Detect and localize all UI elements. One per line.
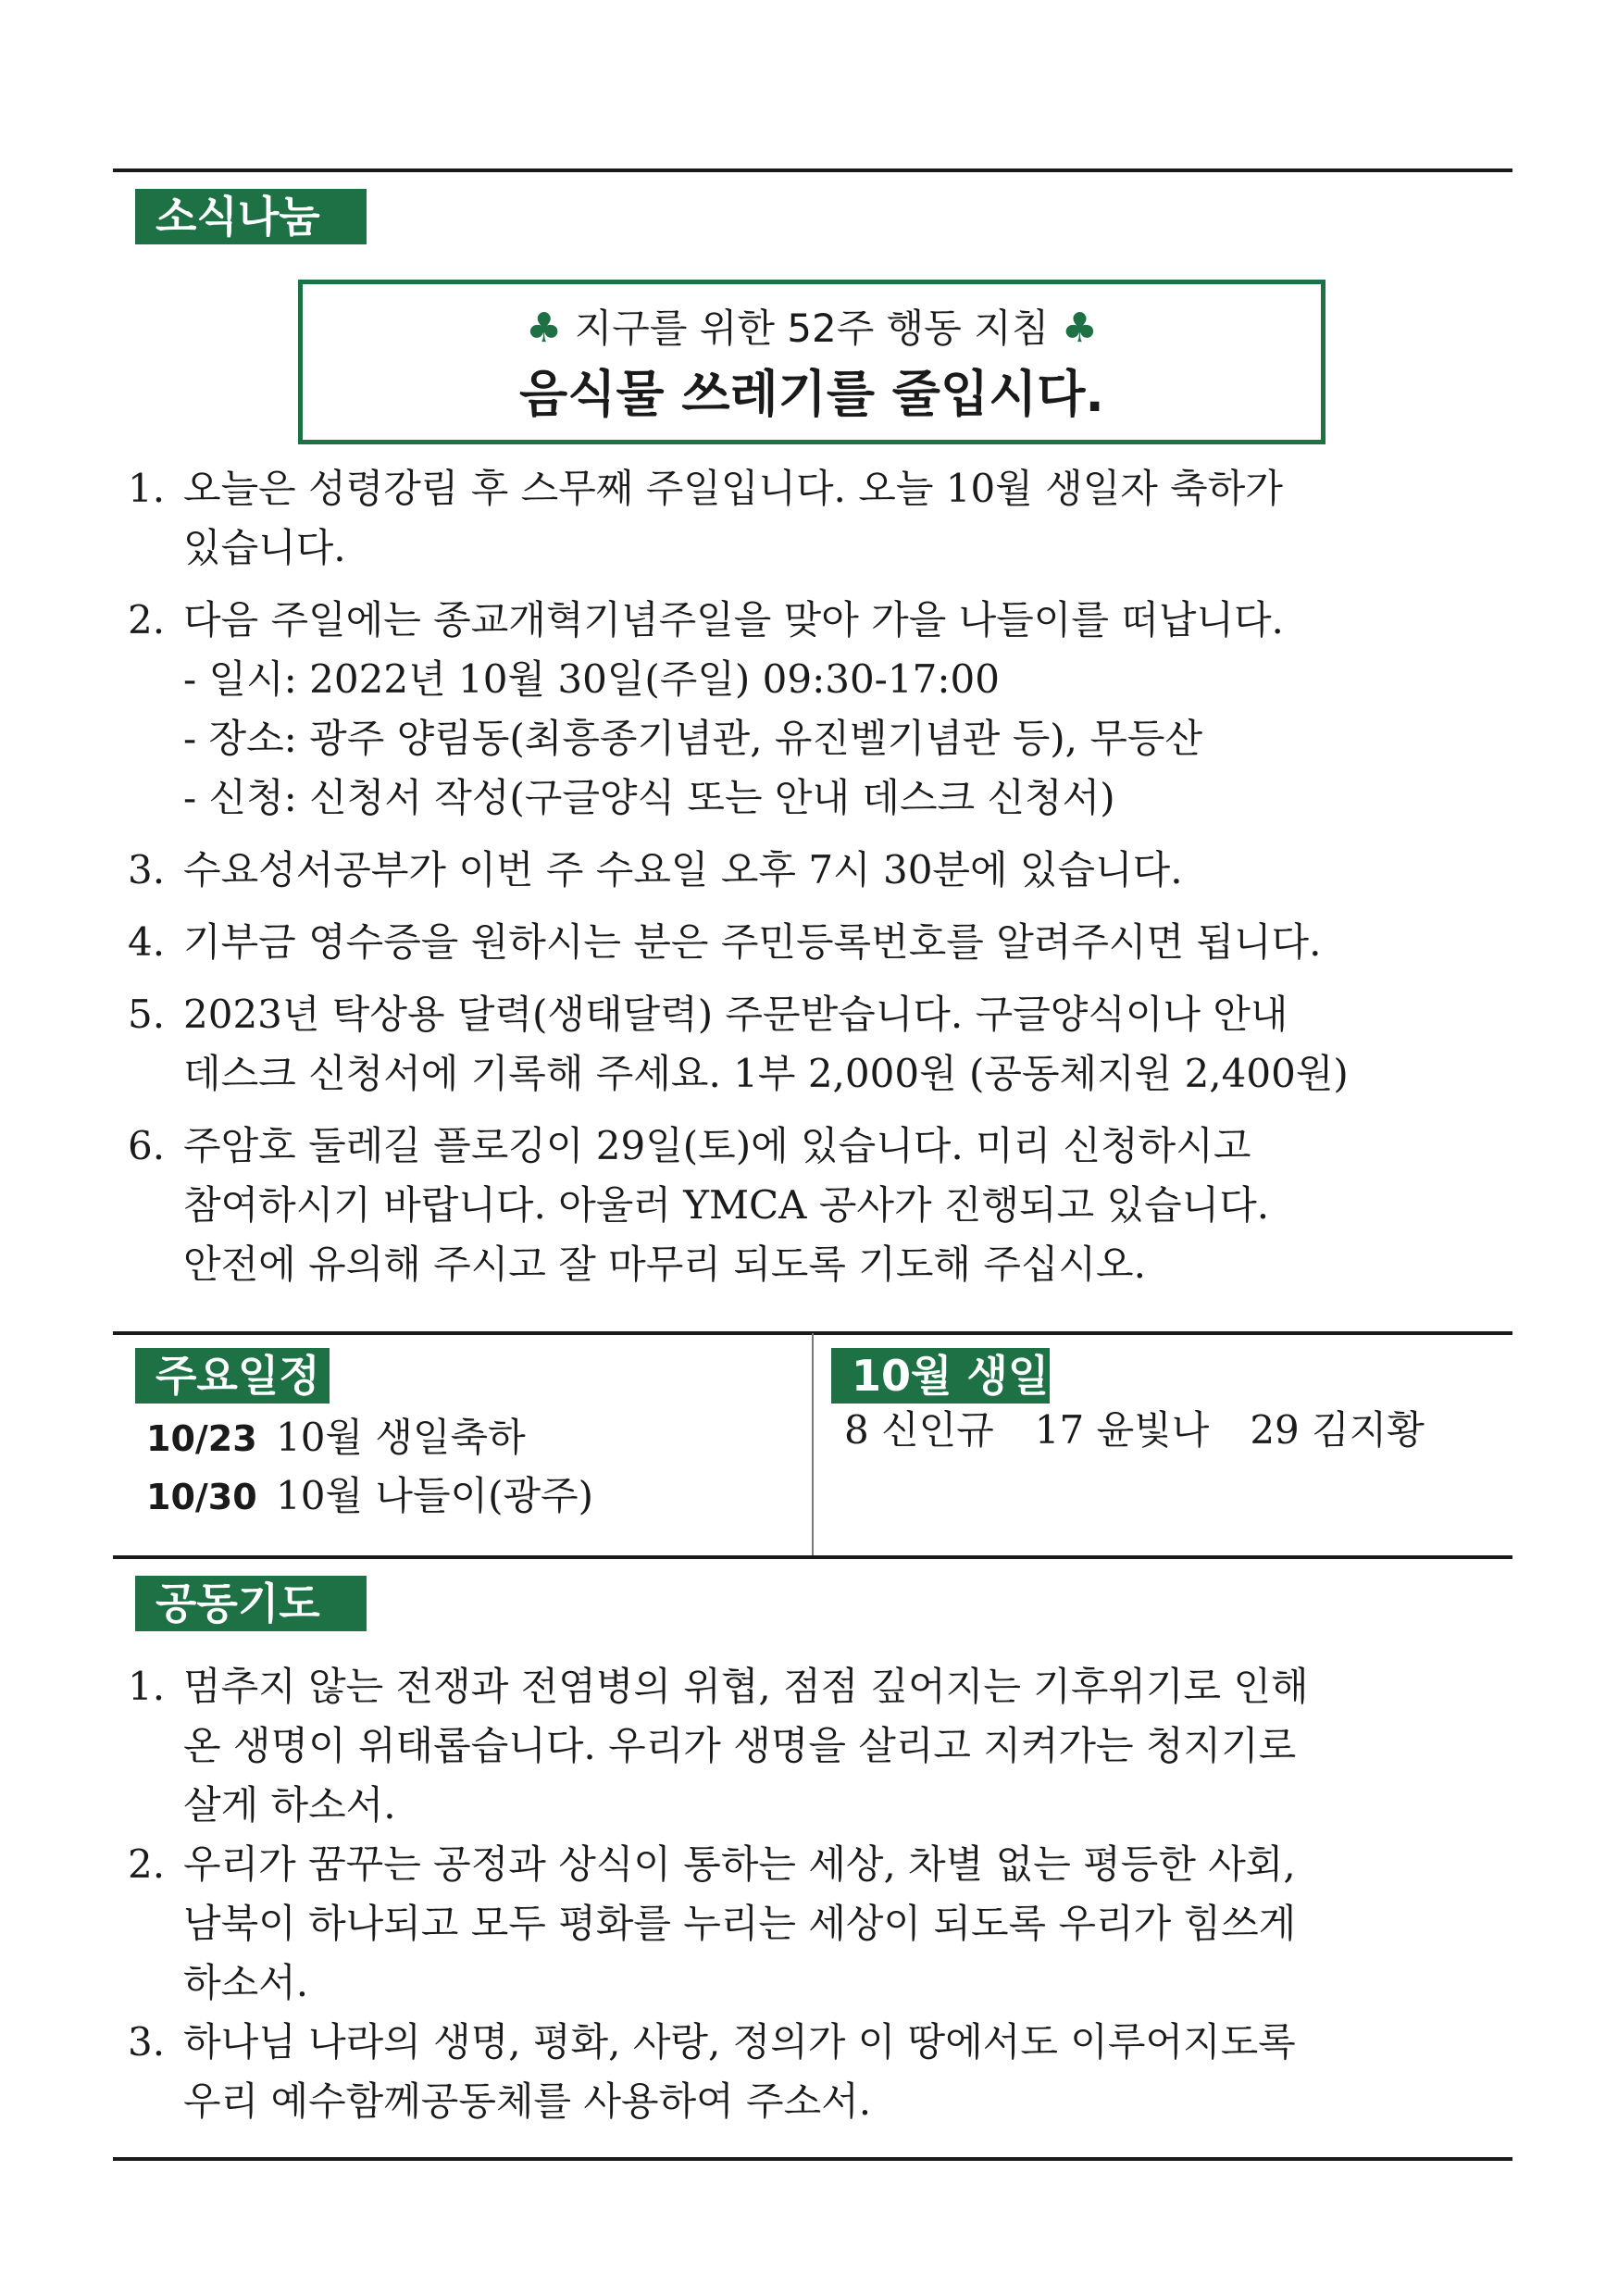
prayer-item: [120, 2013, 1500, 2131]
banner-subtitle: 지구를 위한 52주 행동 지침: [574, 306, 1050, 351]
banner-title: 음식물 쓰레기를 줄입시다.: [519, 365, 1104, 423]
news-item: [120, 591, 1500, 828]
item-line: 있습니다.: [183, 525, 346, 570]
item-line: 멈추지 않는 전쟁과 전염병의 위협, 점점 깊어지는 기후위기로 인해: [183, 1664, 1309, 1709]
schedule-date: 10/23: [146, 1418, 257, 1459]
item-number: 5.: [128, 992, 166, 1037]
item-number: 2.: [128, 597, 166, 643]
news-section-tag: 소식나눔: [135, 189, 367, 244]
club-icon: ♣: [525, 305, 563, 352]
item-line: 살게 하소서.: [183, 1782, 396, 1828]
schedule-date: 10/30: [146, 1477, 257, 1517]
item-line: 오늘은 성령강림 후 스무째 주일입니다. 오늘 10월 생일자 축하가: [183, 466, 1283, 511]
club-icon: ♣: [1061, 305, 1099, 352]
item-line: 수요성서공부가 이번 주 수요일 오후 7시 30분에 있습니다.: [183, 847, 1183, 892]
item-number: 3.: [128, 2019, 166, 2065]
item-line: 주암호 둘레길 플로깅이 29일(토)에 있습니다. 미리 신청하시고: [183, 1123, 1251, 1168]
item-number: 2.: [128, 1841, 166, 1887]
item-number: 3.: [128, 847, 166, 892]
birthday-tag: 10월 생일: [831, 1348, 1050, 1404]
schedule-tag: 주요일정: [135, 1348, 330, 1404]
item-number: 4.: [128, 919, 166, 965]
birthday-list: [844, 1402, 1465, 1459]
news-item: [120, 913, 1500, 972]
birthday-entry: 17 윤빛나: [1034, 1407, 1210, 1453]
schedule-text: 10월 나들이(광주): [276, 1473, 593, 1518]
schedule-bottom-rule: [113, 1555, 1512, 1559]
item-line: 다음 주일에는 종교개혁기념주일을 맞아 가을 나들이를 떠납니다.: [183, 597, 1284, 643]
column-divider: [812, 1333, 814, 1555]
banner-subtitle-line: [303, 301, 1321, 356]
item-line: 데스크 신청서에 기록해 주세요. 1부 2,000원 (공동체지원 2,400원): [183, 1051, 1349, 1096]
prayer-item: [120, 1835, 1500, 2013]
item-line: 안전에 유의해 주시고 잘 마무리 되도록 기도해 주십시오.: [183, 1242, 1146, 1287]
schedule-list: [146, 1409, 593, 1526]
item-detail-place: - 장소: 광주 양림동(최흥종기념관, 유진벨기념관 등), 무등산: [183, 716, 1203, 761]
news-item: [120, 841, 1500, 900]
schedule-text: 10월 생일축하: [276, 1415, 526, 1460]
item-number: 6.: [128, 1123, 166, 1168]
news-item: [120, 985, 1500, 1104]
item-line: 우리 예수함께공동체를 사용하여 주소서.: [183, 2078, 872, 2124]
item-detail-apply: - 신청: 신청서 작성(구글양식 또는 안내 데스크 신청서): [183, 775, 1115, 820]
item-number: 1.: [128, 466, 166, 511]
action-guideline-banner: [298, 280, 1326, 444]
item-detail-date: - 일시: 2022년 10월 30일(주일) 09:30-17:00: [183, 656, 1000, 702]
item-line: 기부금 영수증을 원하시는 분은 주민등록번호를 알려주시면 됩니다.: [183, 919, 1322, 965]
schedule-row: [146, 1467, 593, 1526]
news-item: [120, 459, 1500, 578]
item-line: 참여하시기 바랍니다. 아울러 YMCA 공사가 진행되고 있습니다.: [183, 1182, 1270, 1228]
news-item: [120, 1117, 1500, 1294]
item-line: 남북이 하나되고 모두 평화를 누리는 세상이 되도록 우리가 힘쓰게: [183, 1901, 1297, 1946]
item-number: 1.: [128, 1664, 166, 1709]
bottom-rule: [113, 2157, 1512, 2161]
prayer-section-tag: 공동기도: [135, 1576, 367, 1631]
prayer-list: [120, 1657, 1500, 2131]
prayer-item: [120, 1657, 1500, 1835]
item-line: 2023년 탁상용 달력(생태달력) 주문받습니다. 구글양식이나 안내: [183, 992, 1288, 1037]
birthday-entry: 8 신인규: [844, 1407, 994, 1453]
top-rule: [113, 168, 1512, 172]
item-line: 하나님 나라의 생명, 평화, 사랑, 정의가 이 땅에서도 이루어지도록: [183, 2019, 1296, 2065]
news-list: [120, 459, 1500, 1307]
birthday-entry: 29 김지황: [1250, 1407, 1425, 1453]
item-line: 하소서.: [183, 1960, 309, 2005]
item-line: 온 생명이 위태롭습니다. 우리가 생명을 살리고 지켜가는 청지기로: [183, 1723, 1297, 1768]
schedule-row: [146, 1409, 593, 1467]
item-line: 우리가 꿈꾸는 공정과 상식이 통하는 세상, 차별 없는 평등한 사회,: [183, 1841, 1296, 1887]
